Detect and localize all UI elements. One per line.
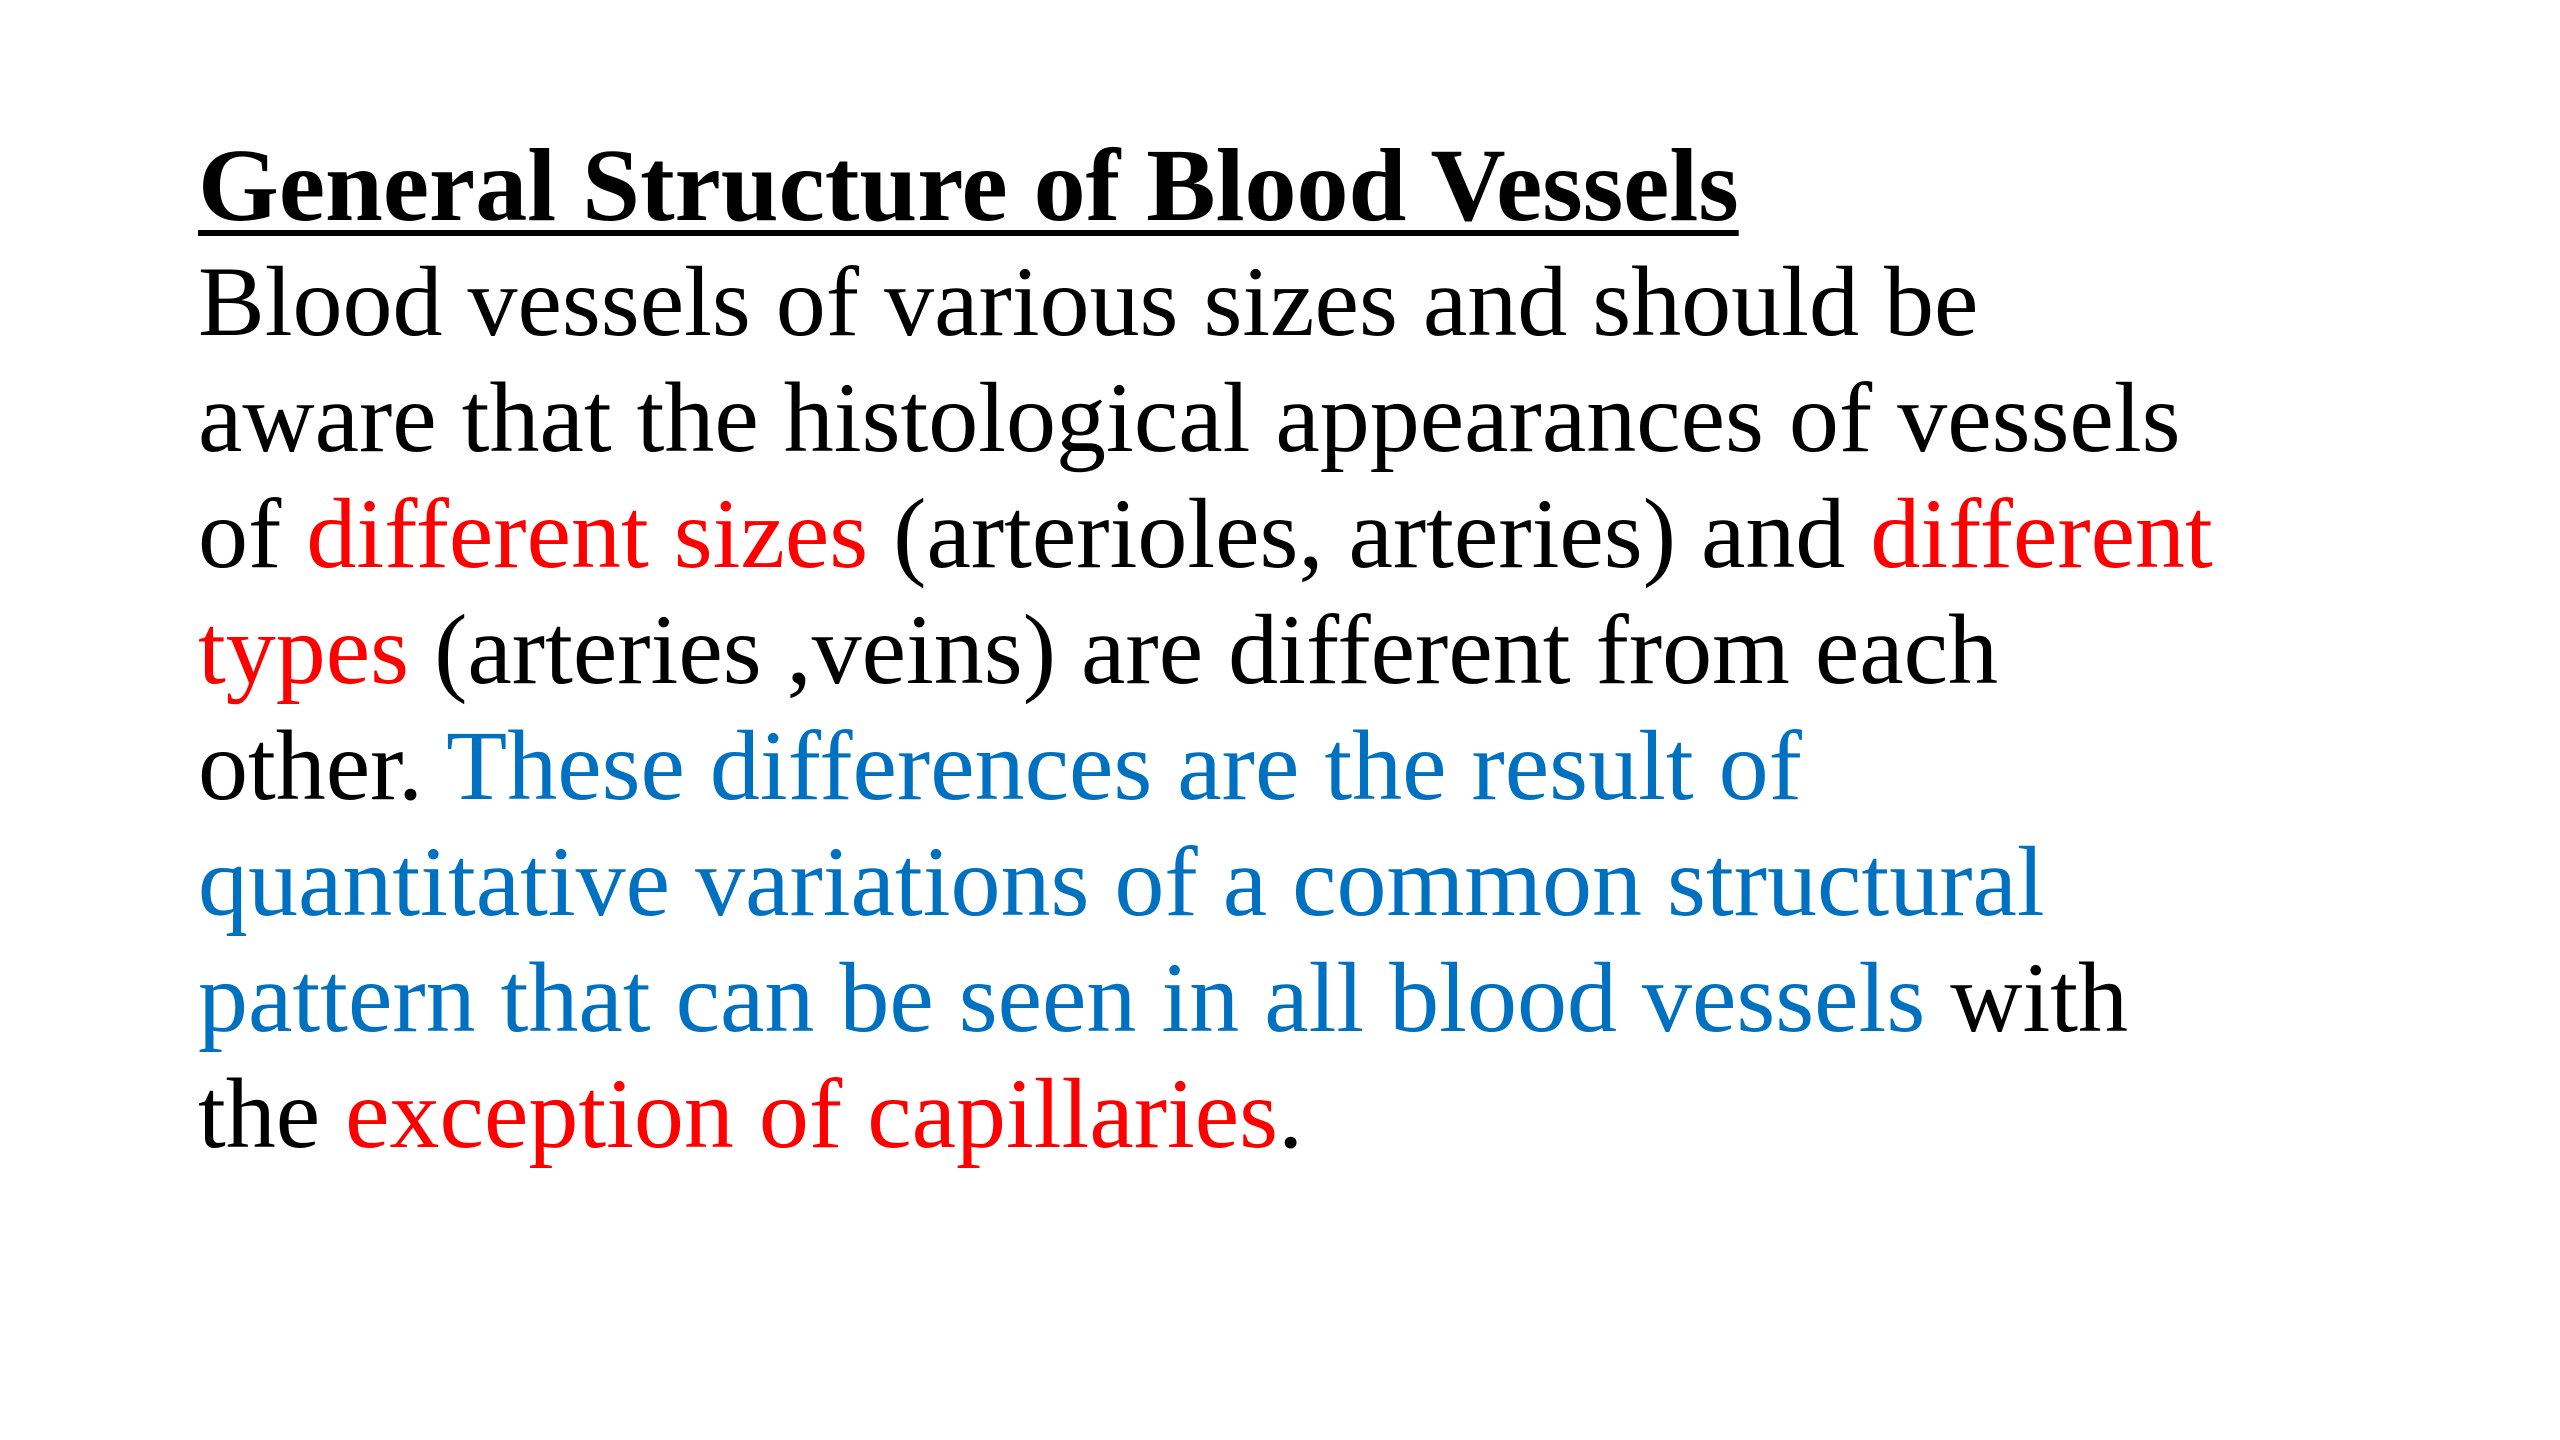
slide-title: General Structure of Blood Vessels xyxy=(198,128,1739,243)
body-line xyxy=(198,360,2438,476)
text-segment: other. xyxy=(198,710,447,821)
slide-content xyxy=(198,128,2438,1172)
text-segment: aware that the histological appearances of vessels xyxy=(198,362,2181,473)
body-line xyxy=(198,940,2438,1056)
highlight-types: types xyxy=(198,594,410,705)
text-segment: . xyxy=(1278,1058,1304,1169)
text-segment: of xyxy=(198,478,307,589)
text-segment: with xyxy=(1925,942,2129,1053)
highlight-different: different xyxy=(1870,478,2213,589)
body-line xyxy=(198,824,2438,940)
body-line xyxy=(198,476,2438,592)
highlight-exception-capillaries: exception of capillaries xyxy=(345,1058,1279,1169)
highlight-differences-statement: quantitative variations of a common structural xyxy=(198,826,2045,937)
body-line xyxy=(198,592,2438,708)
slide-body-text xyxy=(198,244,2438,1172)
text-segment: (arteries ,veins) are different from each xyxy=(409,594,1999,705)
text-segment: (arterioles, arteries) and xyxy=(868,478,1871,589)
highlight-different-sizes: different sizes xyxy=(306,478,869,589)
body-line xyxy=(198,1056,2438,1172)
highlight-differences-statement: These differences are the result of xyxy=(446,710,1802,821)
highlight-differences-statement: pattern that can be seen in all blood vessels xyxy=(198,942,1926,1053)
body-line xyxy=(198,708,2438,824)
text-segment: Blood vessels of various sizes and should be xyxy=(198,246,1979,357)
body-line xyxy=(198,244,2438,360)
text-segment: the xyxy=(198,1058,346,1169)
